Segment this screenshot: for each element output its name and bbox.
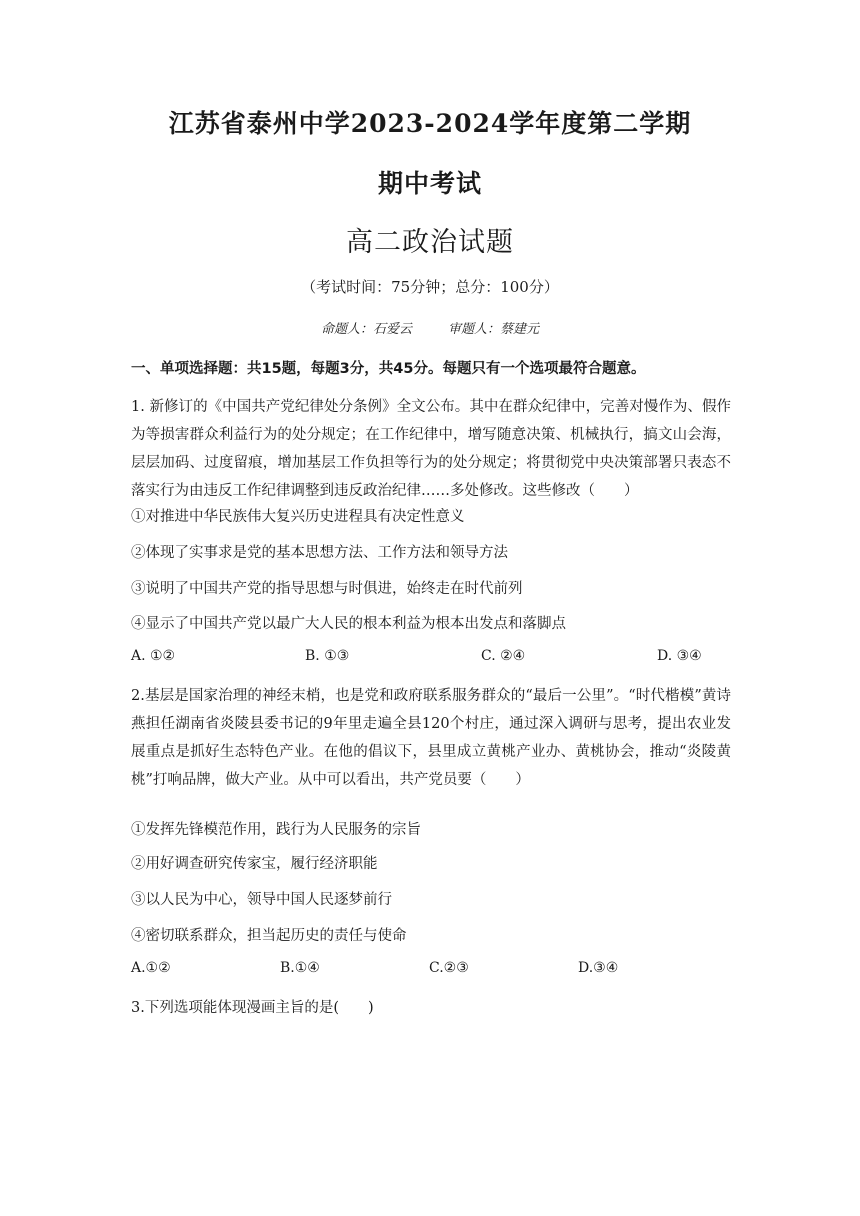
exam-authors — [0, 318, 860, 337]
question-1-stem: 1. 新修订的《中国共产党纪律处分条例》全文公布。其中在群众纪律中，完善对慢作为、假作为等损害群众利益行为的处分规定；在工作纪律中，增写随意决策、机械执行，搞文山会海，层层加码、过度留痕，增加基层工作负担等行为的处分规定；将贯彻党中央决策部署只表态不落实行为由违反工作纪律调整到违反政治纪律……多处修改。这些修改（ ） — [131, 399, 731, 499]
question-1-option-3: ③说明了中国共产党的指导思想与时俱进，始终走在时代前列 — [131, 581, 523, 597]
exam-title-school: 江苏省泰州中学2023-2024学年度第二学期 — [168, 109, 692, 138]
question-1-option-2: ②体现了实事求是党的基本思想方法、工作方法和领导方法 — [131, 545, 508, 561]
question-2-choice-a: A.①② — [131, 960, 171, 976]
question-setter: 命题人：石爱云 — [320, 322, 412, 337]
question-2-option-3: ③以人民为中心，领导中国人民逐梦前行 — [131, 892, 392, 908]
question-1-choice-a: A. ①② — [131, 648, 176, 664]
question-1-choice-d: D. ③④ — [657, 648, 702, 664]
exam-title-subject: 高二政治试题 — [346, 227, 514, 258]
question-2-choice-b: B.①④ — [280, 960, 320, 976]
question-1-option-4: ④显示了中国共产党以最广大人民的根本利益为根本出发点和落脚点 — [131, 616, 566, 632]
question-2-choice-d: D.③④ — [578, 960, 619, 976]
question-3-stem: 3.下列选项能体现漫画主旨的是( ) — [131, 1000, 374, 1016]
question-2-choice-c: C.②③ — [429, 960, 469, 976]
question-2-stem: 2.基层是国家治理的神经末梢，也是党和政府联系服务群众的“最后一公里”。“时代楷模”黄诗燕担任湖南省炎陵县委书记的9年里走遍全县120个村庄，通过深入调研与思考，提出农业发展重点是抓好生态特色产业。在他的倡议下，县里成立黄桃产业办、黄桃协会，推动“炎陵黄桃”打响品牌，做大产业。从中可以看出，共产党员要（ ） — [131, 688, 731, 788]
section-header: 一、单项选择题：共15题，每题3分，共45分。每题只有一个选项最符合题意。 — [131, 361, 646, 377]
exam-time-score: （考试时间：75分钟；总分：100分） — [301, 278, 559, 296]
question-reviewer: 审题人：蔡建元 — [448, 322, 540, 337]
question-1-choice-c: C. ②④ — [481, 648, 526, 664]
question-2-option-4: ④密切联系群众，担当起历史的责任与使命 — [131, 928, 407, 944]
question-2-option-2: ②用好调查研究传家宝，履行经济职能 — [131, 856, 378, 872]
question-1-option-1: ①对推进中华民族伟大复兴历史进程具有决定性意义 — [131, 509, 465, 525]
question-2-option-1: ①发挥先锋模范作用，践行为人民服务的宗旨 — [131, 822, 421, 838]
question-1-choice-b: B. ①③ — [305, 648, 350, 664]
exam-title-term: 期中考试 — [377, 169, 482, 198]
